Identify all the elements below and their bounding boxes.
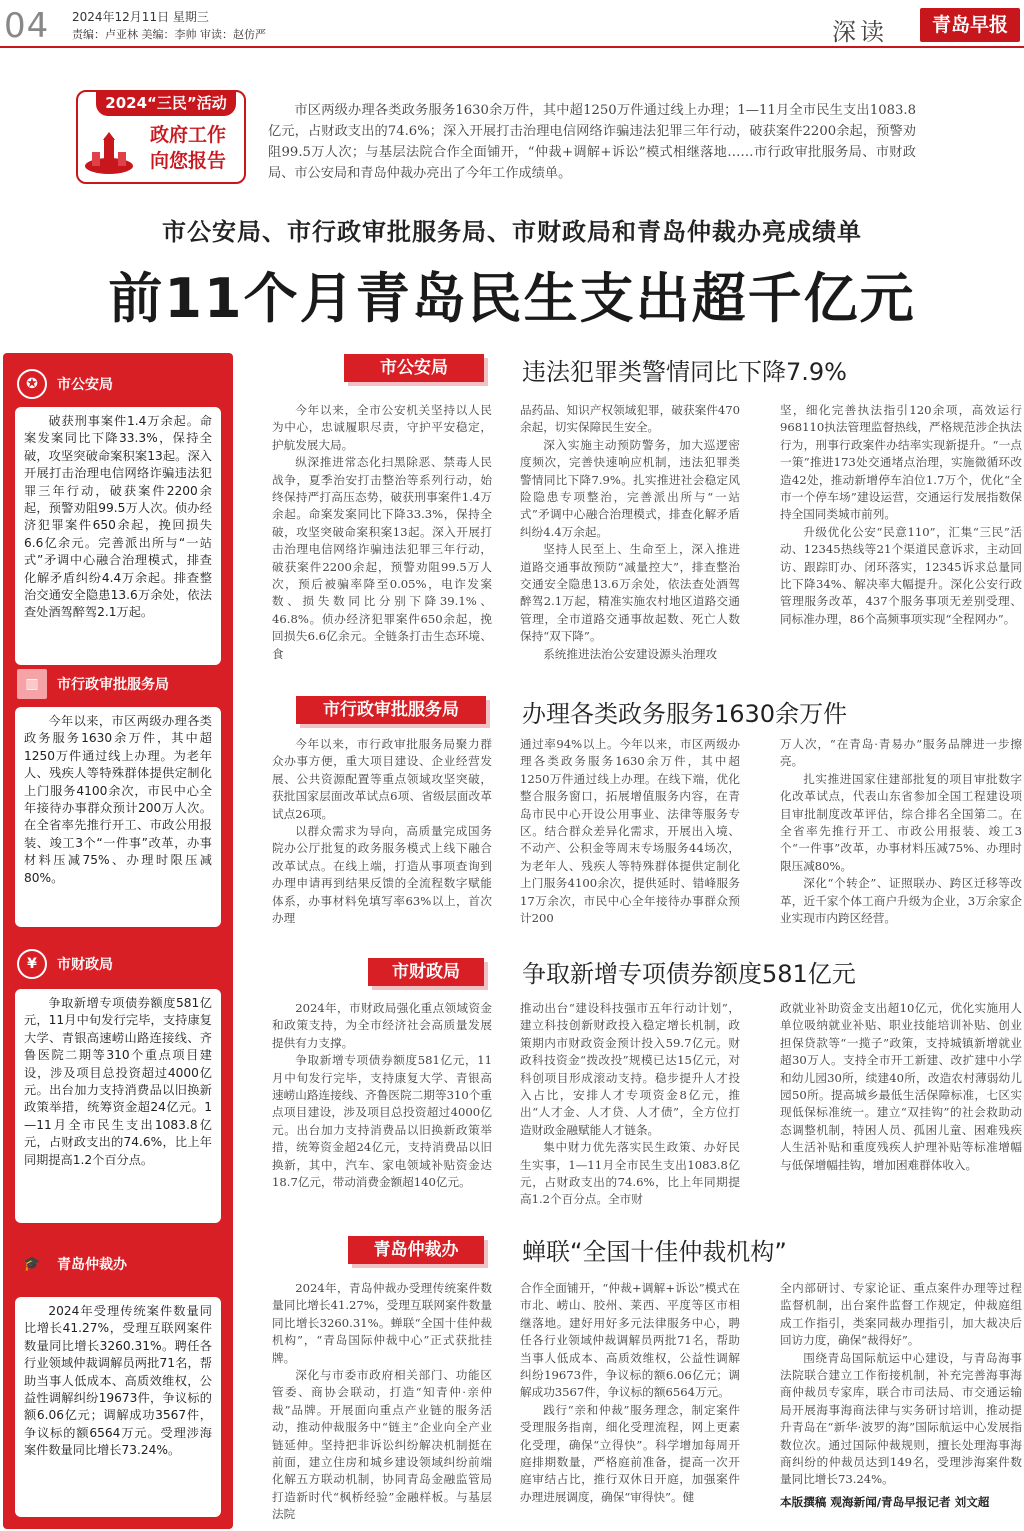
page-header: [0, 0, 1024, 48]
lead-paragraph: 市区两级办理各类政务服务1630余万件，其中超1250万件通过线上办理；1—11月全市民生支出1083.8亿元，占财政支出的74.6%；深入开展打击治理电信网络诈骗违法犯罪三年行动，破获案件2200余起，预警劝阻99.5万人次；与基层法院合作全面铺开，“仲裁+调解+诉讼”模式相继落地……市行政审批服务局、市财政局、市公安局和青岛仲裁办亮出了今年工作成绩单。: [268, 103, 916, 181]
article-paragraph: 以群众需求为导向，高质量完成国务院办公厅批复的政务服务模式上线下融合改革试点。在线上端，打造从事项查询到办理申请再到结果反馈的全流程数字赋能体系，办事材料免填写率63%以上，首次办理: [272, 824, 492, 926]
subheadline: 市公安局、市行政审批服务局、市财政局和青岛仲裁办亮成绩单: [162, 217, 862, 246]
article-arbitration-col3: [780, 1280, 1022, 1494]
campaign-badge: [76, 90, 246, 184]
section-label-police: 市公安局: [344, 354, 484, 382]
article-police-col3: [780, 402, 1022, 664]
police-badge-icon: ✪: [17, 369, 47, 399]
article-paragraph: 2024年，青岛仲裁办受理传统案件数量同比增长41.27%，受理互联网案件数量同比增长3260.31%。蝉联“全国十佳仲裁机构”，“青岛国际仲裁中心”正式获批挂牌。: [272, 1281, 492, 1365]
section-title-police: 违法犯罪类警情同比下降7.9%: [522, 358, 847, 386]
article-finance-col2: [520, 1000, 740, 1212]
yuan-coin-icon: ¥: [17, 949, 47, 979]
article-paragraph: 纵深推进常态化扫黑除恶、禁毒人民战争，夏季治安打击整治等系列行动，始终保持严打高压态势，破获刑事案件1.4万余起。命案发案同比下降33.3%，保持全破，攻坚突破命案积案13起。深入开展打击治理电信网络诈骗违法犯罪三年行动，破获案件2200余起，预警劝阻99.5万人次，预后被骗率降至0.05%，电诈发案数、损失数同比分别下降39.1%、46.8%。侦办经济犯罪案件650余起，挽回损失6.6亿余元。全链条打击生态环境、食: [272, 455, 492, 661]
article-paragraph: 扎实推进国家住建部批复的项目审批数字化改革试点，代表山东省参加全国工程建设项目审批制度改革评估，综合排名全国第二。在全省率先推行开工、市政公用报装、竣工3个“一件事”改革，办事材料压减75%、办理时限压减80%。: [780, 771, 1022, 873]
article-paragraph: 集中财力优先落实民生政策、办好民生实事，1—11月全市民生支出1083.8亿元，占财政支出的74.6%，比上年同期提高1.2个百分点。全市财: [520, 1140, 740, 1207]
article-paragraph: 万人次，“在青岛·青易办”服务品牌进一步擦亮。: [780, 737, 1022, 769]
article-paragraph: 2024年，市财政局强化重点领域资金和政策支持，为全市经济社会高质量发展提供有力支撑。: [272, 1001, 492, 1050]
graduation-cap-icon: 🎓: [23, 1256, 41, 1272]
article-finance-col3: 政就业补助资金支出超10亿元，优化实施用人单位吸纳就业补贴、职业技能培训补贴、创业担保贷款等“一揽子”政策，支持城镇新增就业超30万人。支持全市开工新建、改扩建中小学和幼儿园30所，续建40所，改造农村薄弱幼儿园50所。提高城乡最低生活保障标准，七区实现低保标准统一。建立“双挂钩”的社会救助动态调整机制，特困人员、孤困儿童、困难残疾人生活补贴和重度残疾人护理补贴等标准增幅与低保增幅挂钩，增加困难群体收入。: [780, 1001, 1022, 1172]
sidebar-card-approval: 今年以来，市区两级办理各类政务服务1630余万件，其中超1250万件通过线上办理。为老年人、残疾人等特殊群体提供定制化上门服务4100余次，市民中心全年接待办事群众预计200万人次。在全省率先推行开工、市政公用报装、竣工3个“一件事”改革，办事材料压减75%、办理时限压减80%。: [15, 707, 221, 927]
article-paragraph: 今年以来，市行政审批服务局聚力群众办事方便，重大项目建设、企业经营发展、公共资源配置等重点领域攻坚突破，获批国家层面改革试点6项、省级层面改革试点26项。: [272, 737, 492, 821]
sidebar-card-finance: 争取新增专项债券额度581亿元，11月中旬发行完毕，支持康复大学、青银高速崂山路连接线、齐鲁医院二期等310个重点项目建设，涉及项目总投资超过4000亿元。出台加力支持消费品以旧换新政策举措，统筹资金超24亿元。1—11月全市民生支出1083.8亿元，占财政支出的74.6%，比上年同期提高1.2个百分点。: [15, 989, 221, 1223]
article-arbitration-col1: [272, 1280, 492, 1528]
page-number: 04: [4, 6, 50, 46]
article-police-col1: [272, 402, 492, 664]
article-arbitration-col2: [520, 1280, 740, 1528]
article-paragraph: 升级优化公安“民意110”，汇集“三民”活动、12345热线等21个渠道民意诉求，主动回访、跟踪盯办、闭环落实，12345诉求总量同比下降34%、解决率大幅提升。深化公安行政管理服务改革，437个服务事项无差别受理、同标准办理，86个高频事项实现“全程网办”。: [780, 524, 1022, 626]
article-finance-col1: [272, 1000, 492, 1212]
sidebar-card-arbitration: 2024年受理传统案件数量同比增长41.27%，受理互联网案件数量同比增长3260.31%。聘任各行业领域仲裁调解员两批71名，帮助当事人低成本、高质效维权，公益性调解纠纷19673件，争议标的额6.06亿元；调解成功3567件，争议标的额6564万元。受理涉海案件数量同比增长73.24%。: [15, 1297, 221, 1517]
article-paragraph: 争取新增专项债券额度581亿元，11月中旬发行完毕，支持康复大学、青银高速崂山路连接线、齐鲁医院二期等310个重点项目建设，涉及项目总投资超过4000亿元。出台加力支持消费品以旧换新政策举措，统筹资金超24亿元，支持消费品以旧换新，其中，汽车、家电领域补贴资金达18.7亿元，带动消费金额超140亿元。: [272, 1053, 492, 1190]
article-police-col2: [520, 402, 740, 664]
article-paragraph: 深入实施主动预防警务，加大巡逻密度频次，完善快速响应机制，违法犯罪类警情同比下降7.9%。扎实推进社会稳定风险隐患专项整治，完善派出所与“一站式”矛调中心融合治理模式，排查化解矛盾纠纷4.4万余起。: [520, 437, 740, 539]
sidebar-card-police: 破获刑事案件1.4万余起。命案发案同比下降33.3%，保持全破，攻坚突破命案积案13起。深入开展打击治理电信网络诈骗违法犯罪三年行动，破获案件2200余起，预警劝阻99.5万人次。侦办经济犯罪案件650余起，挽回损失6.6亿余元。完善派出所与“一站式”矛调中心融合治理模式，排查化解矛盾纠纷4.4万余起。排查整治交通安全隐患13.6万余处，依法查处酒驾醉驾2.1万起。: [15, 407, 221, 665]
section-title-approval: 办理各类政务服务1630余万件: [522, 700, 848, 728]
article-paragraph: 系统推进法治公安建设源头治理攻: [543, 646, 718, 661]
article-paragraph: 坚，细化完善执法指引120余项，高效运行968110执法管理监督热线，严格规范涉企执法行为，刑事行政案件办结率实现新提升。“一点一策”推进173处交通堵点治理，实施微循环改造42处，推动新增停车泊位1.7万个，优化“全市一个停车场”建设运营，交通运行发展指数保持全国同类城市前列。: [780, 403, 1022, 522]
section-label-finance: 市财政局: [368, 958, 484, 986]
headline: 前11个月青岛民生支出超千亿元: [108, 267, 916, 330]
article-paragraph: 围绕青岛国际航运中心建设，与青岛海事法院联合建立工作衔接机制，补充完善海事海商仲裁员专家库，联合市司法局、市交通运输局开展海事海商法律与实务研讨培训，推动提升青岛在“新华·波罗的海”国际航运中心发展指数位次。通过国际仲裁规则，擅长处理海事海商纠纷的仲裁员达到149名，受理涉海案件数量同比增长73.24%。: [780, 1350, 1022, 1487]
newspaper-logo: 青岛早报: [920, 8, 1020, 42]
article-paragraph: 今年以来，全市公安机关坚持以人民为中心，忠诚履职尽责，守护平安稳定，护航发展大局。: [272, 403, 492, 452]
section-label-approval: 市行政审批服务局: [296, 696, 486, 724]
article-paragraph: 深化“个转企”、证照联办、跨区迁移等改革，近千家个体工商户升级为企业，3万余家企业实现市内跨区经营。: [780, 876, 1022, 926]
summary-sidebar: [3, 353, 233, 1529]
article-paragraph: 品药品、知识产权领域犯罪，破获案件470余起，切实保障民生安全。: [520, 403, 740, 435]
campaign-badge-title: 2024“三民”活动: [96, 90, 236, 116]
article-paragraph: 推动出台“建设科技强市五年行动计划”，建立科技创新财政投入稳定增长机制，政策期内市财政资金预计投入59.7亿元。财政科技资金“拨改投”规模已达15亿元，对科创项目形成滚动支持。稳步提升人才投入占比，安排人才专项资金8亿元，推出“人才金、人才贷、人才债”，全方位打造财政金融赋能人才链条。: [520, 1001, 740, 1137]
campaign-badge-slogan: 政府工作 向您报告: [149, 124, 226, 172]
section-label-arbitration: 青岛仲裁办: [348, 1236, 484, 1264]
issue-date: 2024年12月11日 星期三: [72, 10, 209, 24]
article-paragraph: 合作全面铺开，“仲裁+调解+诉讼”模式在市北、崂山、胶州、莱西、平度等区市相继落地。建好用好多元法律服务中心，聘任各行业领域仲裁调解员两批71名，帮助当事人低成本、高质效维权，公益性调解纠纷19673件，争议标的额6.06亿元；调解成功3567件，争议标的额6564万元。: [520, 1281, 740, 1400]
building-illustration-icon: [84, 132, 134, 178]
article-byline: 本版撰稿 观海新闻/青岛早报记者 刘文超: [780, 1495, 990, 1509]
section-name: 深读: [832, 18, 888, 46]
sidebar-heading-finance: ¥ 市财政局: [17, 947, 113, 981]
article-approval-col1: [272, 736, 492, 930]
section-title-finance: 争取新增专项债券额度581亿元: [522, 960, 856, 988]
article-paragraph: 深化与市委市政府相关部门、功能区管委、商协会联动，打造“知青仲·亲仲裁”品牌。开展面向重点产业链的服务活动，推动仲裁服务中“链主”企业向全产业链延伸。坚持把非诉讼纠纷解决机制挺在前面，建立住房和城乡建设领域纠纷前端化解五方联动机制，协同青岛金融监管局打造新时代“枫桥经验”金融样板。与基层法院: [272, 1368, 492, 1522]
sidebar-heading-arbitration: 🎓 青岛仲裁办: [17, 1247, 127, 1281]
sidebar-heading-approval: ▥ 市行政审批服务局: [17, 667, 169, 701]
article-paragraph: 坚持人民至上、生命至上，深入推进道路交通事故预防“减量控大”，排查整治交通安全隐患13.6万余处，依法查处酒驾醉驾2.1万起，精准实施农村地区道路交通管理，全市道路交通事故起数、死亡人数保持“双下降”。: [520, 542, 740, 644]
editor-credits: 责编：卢亚林 美编：李帅 审读：赵仿严: [72, 28, 266, 41]
article-approval-col3: [780, 736, 1022, 930]
building-icon: ▥: [17, 669, 47, 699]
article-paragraph: 践行“亲和仲裁”服务理念，制定案件受理服务指南，细化受理流程，网上更素化受理，确保“立得快”。科学增加每周开庭排期数量，严格庭前准备，提高一次开庭审结占比，推行双休日开庭，加强案件办理进展调度，确保“审得快”。健: [520, 1402, 740, 1504]
article-approval-col2: 通过率94%以上。今年以来，市区两级办理各类政务服务1630余万件，其中超1250万件通过线上办理。在线下端，优化整合服务窗口，拓展增值服务内容，在青岛市民中心开设公用事业、法律等服务专区。结合群众差异化需求，开展出入境、不动产、公积金等周末专场服务44场次，为老年人、残疾人等特殊群体提供定制化上门服务4100余次，提供延时、错峰服务17万余次，市民中心全年接待办事群众预计200: [520, 737, 740, 926]
article-paragraph: 全内部研讨、专家论证、重点案件办理等过程监督机制，出台案件监督工作规定，仲裁庭组成工作指引，类案同裁办理指引，加大裁决后回访力度，确保“裁得好”。: [780, 1281, 1022, 1348]
sidebar-heading-police: ✪ 市公安局: [17, 367, 113, 401]
section-title-arbitration: 蝉联“全国十佳仲裁机构”: [522, 1238, 787, 1266]
